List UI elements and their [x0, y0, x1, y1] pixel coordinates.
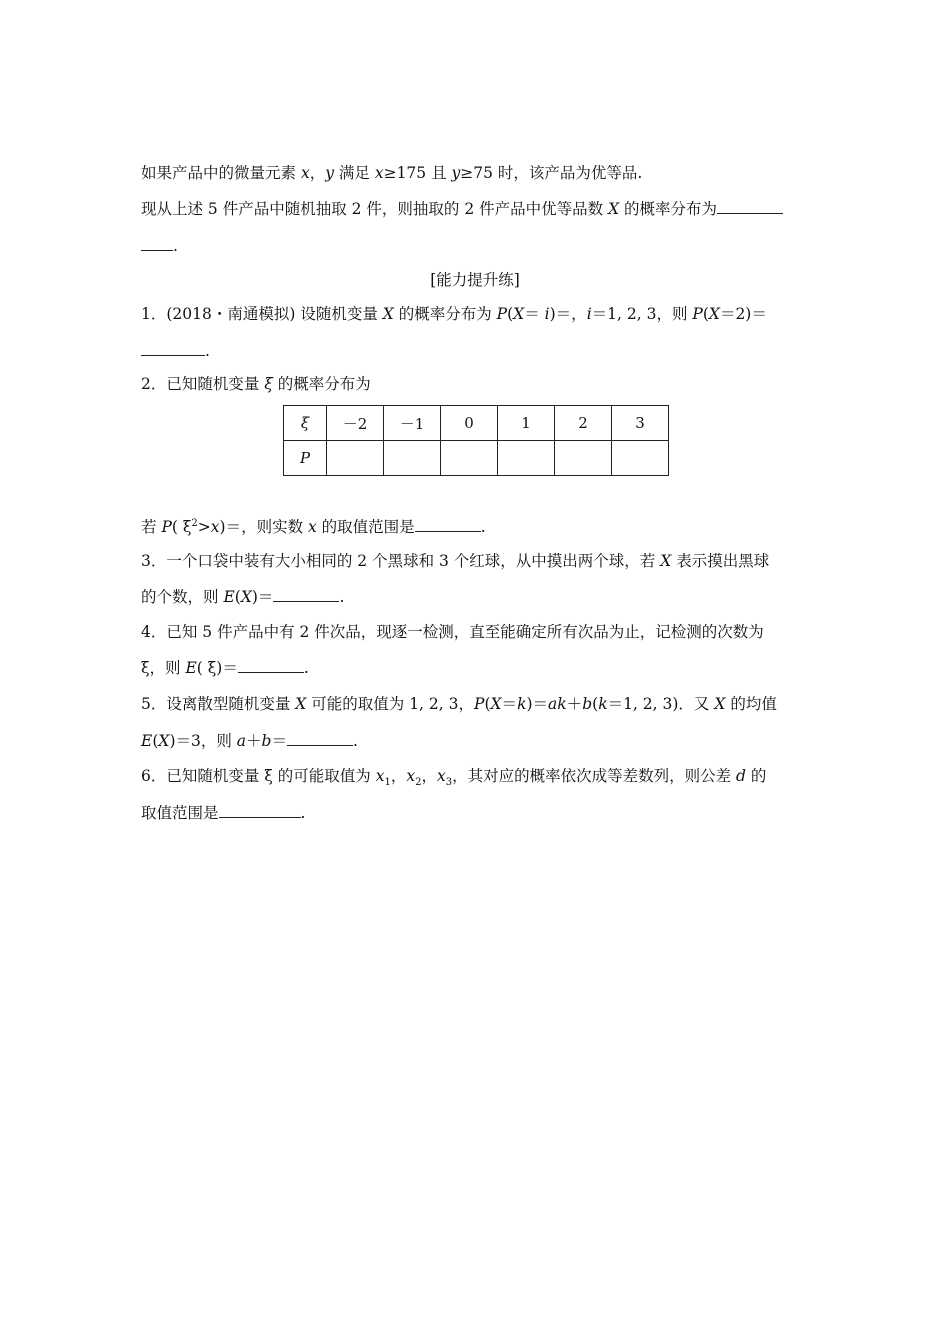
table-cell: P — [284, 441, 327, 476]
table-row — [284, 406, 669, 441]
answer-blank[interactable] — [238, 658, 304, 673]
question-6-line-1: 6．已知随机变量 ξ 的可能取值为 $x_1$，$x_2$，$x_3$，其对应的概率依次成等差数列，则公差 d 的 — [141, 767, 767, 789]
answer-blank[interactable] — [415, 517, 481, 532]
answer-blank[interactable] — [219, 803, 301, 818]
answer-blank[interactable] — [273, 587, 339, 602]
table-cell: －2 — [327, 406, 384, 441]
question-5-line-1: 5．设离散型随机变量 X 可能的取值为 1, 2, 3，P(X＝k)＝ak＋b(k＝1, 2, 3)．又 X 的均值 — [141, 695, 777, 713]
table-cell — [327, 441, 384, 476]
table-cell — [555, 441, 612, 476]
question-1-line-2: . — [141, 341, 210, 361]
question-4-line-2: ξ，则 E( ξ)＝ . — [141, 659, 309, 677]
table-cell — [441, 441, 498, 476]
intro-line-3: . — [141, 236, 178, 256]
table-cell — [384, 441, 441, 476]
table-cell: 3 — [612, 406, 669, 441]
question-2-condition: 若 P( $\xi^2>x)=$，则实数 x 的取值范围是 . — [141, 518, 486, 537]
question-3-line-1: 3．一个口袋中装有大小相同的 2 个黑球和 3 个红球，从中摸出两个球，若 X 表示摸出黑球 — [141, 552, 770, 570]
distribution-table — [283, 405, 669, 476]
question-1-line-1: 1．(2018・南通模拟) 设随机变量 X 的概率分布为 P(X＝ i)＝，i＝1, 2, 3，则 P(X＝2)＝ — [141, 305, 767, 323]
question-3-line-2: 的个数，则 E(X)＝ . — [141, 588, 345, 606]
table-cell — [498, 441, 555, 476]
answer-blank[interactable] — [141, 341, 205, 356]
answer-blank[interactable] — [717, 199, 783, 214]
table-cell: 2 — [555, 406, 612, 441]
table-cell: 0 — [441, 406, 498, 441]
intro-line-1: 如果产品中的微量元素 x，y 满足 x≥175 且 y≥75 时，该产品为优等品. — [141, 164, 643, 182]
table-cell: ξ — [284, 406, 327, 441]
table-cell — [612, 441, 669, 476]
question-2-intro: 2．已知随机变量 ξ 的概率分布为 — [141, 375, 371, 393]
table-cell: －1 — [384, 406, 441, 441]
question-4-line-1: 4．已知 5 件产品中有 2 件次品，现逐一检测，直至能确定所有次品为止，记检测的次数为 — [141, 623, 764, 641]
question-6-line-2: 取值范围是 . — [141, 804, 306, 822]
answer-blank[interactable] — [141, 236, 173, 251]
answer-blank[interactable] — [287, 731, 353, 746]
section-title: [能力提升练] — [430, 271, 520, 289]
table-cell: 1 — [498, 406, 555, 441]
question-5-line-2: E(X)＝3，则 a＋b＝ . — [141, 732, 358, 750]
intro-line-2: 现从上述 5 件产品中随机抽取 2 件，则抽取的 2 件产品中优等品数 X 的概率分布为 — [141, 199, 783, 219]
table-row — [284, 441, 669, 476]
